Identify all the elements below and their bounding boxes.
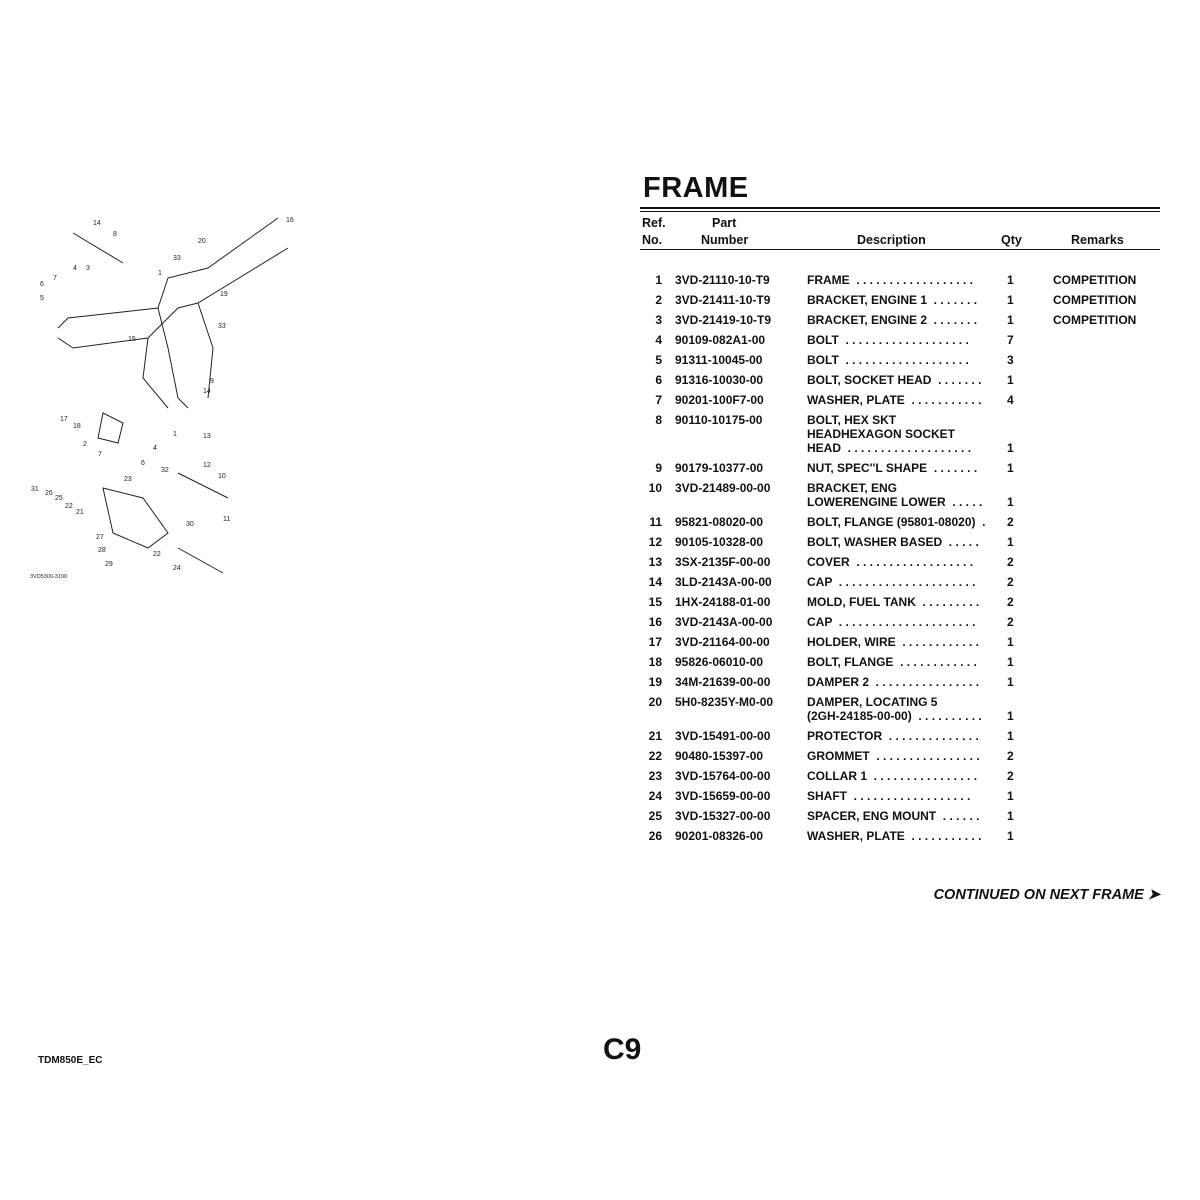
table-row [640,393,1160,413]
part-number: 91311-10045-00 [675,353,763,367]
diagram-code: 3VD5300-3190 [30,574,68,580]
table-row [640,635,1160,655]
callout-label: 10 [218,473,226,480]
quantity: 1 [1007,441,1014,455]
callout-label: 24 [173,565,181,572]
description [807,273,992,287]
description [807,373,992,387]
description-line: NUT, SPEC''L SHAPE . . . . . . . [807,461,978,475]
description [807,769,992,783]
ref-number: 16 [648,615,662,629]
callout-label: 33 [173,255,181,262]
table-row [640,515,1160,535]
quantity: 2 [1007,575,1014,589]
header-ref-line1: Ref. [642,216,666,230]
part-number: 90105-10328-00 [675,535,764,549]
description-line: CAP . . . . . . . . . . . . . . . . . . . . . [807,575,976,589]
description-line: BOLT, HEX SKT [807,413,897,427]
ref-number: 14 [648,575,662,589]
description-line: SHAFT . . . . . . . . . . . . . . . . . . [807,789,971,803]
description [807,461,992,475]
part-number: 3LD-2143A-00-00 [675,575,772,589]
quantity: 1 [1007,655,1014,669]
header-remarks: Remarks [1071,233,1124,247]
ref-number: 15 [648,595,662,609]
table-row [640,353,1160,373]
description-line: SPACER, ENG MOUNT . . . . . . [807,809,980,823]
header-ref-line2: No. [642,233,663,247]
part-number: 3VD-21110-10-T9 [675,273,770,287]
description-line: WASHER, PLATE . . . . . . . . . . . [807,829,982,843]
description-line: HEADHEXAGON SOCKET [807,427,956,441]
description [807,333,992,347]
table-row [640,273,1160,293]
ref-number: 20 [648,695,662,709]
quantity: 2 [1007,595,1014,609]
part-number: 90109-082A1-00 [675,333,766,347]
callout-label: 32 [161,467,169,474]
quantity: 1 [1007,675,1014,689]
part-number: 91316-10030-00 [675,373,764,387]
part-number: 34M-21639-00-00 [675,675,771,689]
description [807,515,992,529]
description-line: LOWERENGINE LOWER . . . . . [807,495,983,509]
title-rule [640,207,1160,209]
quantity: 1 [1007,293,1014,307]
callout-label: 21 [76,509,84,516]
ref-number: 23 [648,769,662,783]
part-number: 90480-15397-00 [675,749,764,763]
page-title: FRAME [643,172,749,204]
description-line: BRACKET, ENGINE 1 . . . . . . . [807,293,978,307]
description [807,555,992,569]
table-row [640,333,1160,353]
description [807,809,992,823]
part-number: 3VD-15659-00-00 [675,789,771,803]
part-number: 90179-10377-00 [675,461,764,475]
callout-label: 4 [73,265,77,272]
description [807,829,992,843]
ref-number: 11 [649,515,662,529]
ref-number: 10 [648,481,662,495]
ref-number: 18 [648,655,662,669]
header-qty: Qty [1001,233,1022,247]
description [807,615,992,629]
quantity: 1 [1007,809,1014,823]
callout-label: 11 [223,516,231,523]
title-rule-thin [640,211,1160,212]
callout-label: 8 [113,231,117,238]
callout-label: 9 [210,378,214,385]
table-row [640,461,1160,481]
quantity: 1 [1007,829,1014,843]
frame-outline [58,218,288,573]
ref-number: 17 [648,635,662,649]
description-line: BOLT, FLANGE (95801-08020) . [807,515,986,529]
ref-number: 12 [648,535,662,549]
callout-label: 1 [173,431,177,438]
description-line: BOLT, FLANGE . . . . . . . . . . . . [807,655,977,669]
quantity: 2 [1007,749,1014,763]
ref-number: 24 [648,789,662,803]
part-number: 3VD-15491-00-00 [675,729,771,743]
part-number: 5H0-8235Y-M0-00 [675,695,774,709]
callout-label: 22 [65,503,73,510]
callout-label: 4 [153,445,157,452]
table-row [640,595,1160,615]
description [807,655,992,669]
description [807,313,992,327]
header-rule [640,249,1160,250]
description-line: HEAD . . . . . . . . . . . . . . . . . . . [807,441,972,455]
callout-label: 26 [45,490,53,497]
description-line: DAMPER 2 . . . . . . . . . . . . . . . . [807,675,980,689]
description-line: COVER . . . . . . . . . . . . . . . . . . [807,555,974,569]
header-part-line2: Number [701,233,749,247]
ref-number: 1 [655,273,662,287]
frame-drawing [28,208,294,583]
header-description: Description [857,233,926,247]
table-row [640,413,1160,461]
callout-label: 18 [73,423,81,430]
ref-number: 8 [655,413,662,427]
ref-number: 3 [655,313,662,327]
page-number: C9 [603,1033,642,1066]
quantity: 1 [1007,729,1014,743]
callout-label: 7 [98,451,102,458]
description-line: BOLT, WASHER BASED . . . . . [807,535,979,549]
description [807,575,992,589]
description-line: BOLT, SOCKET HEAD . . . . . . . [807,373,982,387]
part-number: 3VD-21489-00-00 [675,481,771,495]
quantity: 1 [1007,273,1014,287]
callout-label: 13 [203,433,211,440]
description [807,789,992,803]
callout-label: 7 [53,275,57,282]
callout-label: 20 [198,238,206,245]
part-number: 3VD-21411-10-T9 [675,293,771,307]
description [807,413,992,455]
quantity: 1 [1007,495,1014,509]
description-line: GROMMET . . . . . . . . . . . . . . . . [807,749,980,763]
ref-number: 26 [648,829,662,843]
ref-number: 2 [655,293,662,307]
table-row [640,535,1160,555]
table-row [640,313,1160,333]
description [807,749,992,763]
part-number: 90201-08326-00 [675,829,764,843]
table-row [640,829,1160,849]
description-line: FRAME . . . . . . . . . . . . . . . . . . [807,273,974,287]
callout-label: 5 [40,295,44,302]
callout-label: 23 [124,476,132,483]
table-row [640,575,1160,595]
quantity: 1 [1007,709,1014,723]
description [807,729,992,743]
callout-label: 28 [98,547,106,554]
model-code: TDM850E_EC [38,1055,103,1066]
table-row [640,769,1160,789]
callout-label: 33 [218,323,226,330]
part-number: 3VD-15764-00-00 [675,769,771,783]
callout-label: 16 [286,217,294,224]
exploded-parts-diagram [28,208,294,583]
description [807,635,992,649]
description [807,293,992,307]
ref-number: 9 [655,461,662,475]
table-row [640,809,1160,829]
callout-labels [30,217,294,580]
description-line: BRACKET, ENGINE 2 . . . . . . . [807,313,978,327]
ref-number: 13 [648,555,662,569]
callout-label: 14 [203,388,211,395]
quantity: 1 [1007,635,1014,649]
quantity: 1 [1007,461,1014,475]
callout-label: 6 [40,281,44,288]
quantity: 1 [1007,535,1014,549]
table-row [640,615,1160,635]
remarks: COMPETITION [1053,313,1137,327]
part-number: 3SX-2135F-00-00 [675,555,771,569]
part-number: 90201-100F7-00 [675,393,764,407]
part-number: 90110-10175-00 [675,413,763,427]
header-part-line1: Part [712,216,737,230]
part-number: 3VD-15327-00-00 [675,809,771,823]
ref-number: 21 [648,729,662,743]
remarks: COMPETITION [1053,273,1137,287]
table-row [640,555,1160,575]
part-number: 95826-06010-00 [675,655,764,669]
part-number: 95821-08020-00 [675,515,764,529]
callout-label: 12 [203,462,211,469]
callout-label: 3 [86,265,90,272]
callout-label: 29 [105,561,113,568]
callout-label: 15 [128,336,136,343]
description [807,595,992,609]
quantity: 1 [1007,373,1014,387]
callout-label: 25 [55,495,63,502]
callout-label: 1 [158,270,162,277]
quantity: 1 [1007,313,1014,327]
table-row [640,373,1160,393]
quantity: 2 [1007,769,1014,783]
table-row [640,789,1160,809]
quantity: 2 [1007,515,1014,529]
quantity: 3 [1007,353,1014,367]
description-line: COLLAR 1 . . . . . . . . . . . . . . . . [807,769,978,783]
description [807,393,992,407]
parts-table [640,273,1160,849]
table-row [640,695,1160,729]
callout-label: 27 [96,534,104,541]
callout-label: 30 [186,521,194,528]
description [807,535,992,549]
table-row [640,293,1160,313]
description-line: HOLDER, WIRE . . . . . . . . . . . . [807,635,980,649]
description-line: DAMPER, LOCATING 5 [807,695,938,709]
part-number: 3VD-2143A-00-00 [675,615,773,629]
description-line: MOLD, FUEL TANK . . . . . . . . . [807,595,980,609]
description-line: CAP . . . . . . . . . . . . . . . . . . . . . [807,615,976,629]
ref-number: 4 [655,333,662,347]
continued-note: CONTINUED ON NEXT FRAME ➤ [933,887,1160,903]
table-row [640,749,1160,769]
callout-label: 17 [60,416,68,423]
ref-number: 5 [655,353,662,367]
quantity: 2 [1007,555,1014,569]
callout-label: 22 [153,551,161,558]
ref-number: 19 [648,675,662,689]
description-line: WASHER, PLATE . . . . . . . . . . . [807,393,982,407]
part-number: 3VD-21419-10-T9 [675,313,772,327]
description-line: BRACKET, ENG [807,481,898,495]
part-number: 3VD-21164-00-00 [675,635,770,649]
part-number: 1HX-24188-01-00 [675,595,771,609]
quantity: 7 [1007,333,1014,347]
ref-number: 7 [655,393,662,407]
callout-label: 2 [83,441,87,448]
callout-label: 14 [93,220,101,227]
ref-number: 22 [648,749,662,763]
description-line: PROTECTOR . . . . . . . . . . . . . . [807,729,979,743]
table-row [640,729,1160,749]
ref-number: 25 [648,809,662,823]
table-row [640,655,1160,675]
description-line: (2GH-24185-00-00) . . . . . . . . . . [807,709,982,723]
remarks: COMPETITION [1053,293,1137,307]
table-row [640,481,1160,515]
description [807,481,992,509]
table-row [640,675,1160,695]
quantity: 1 [1007,789,1014,803]
quantity: 2 [1007,615,1014,629]
description [807,695,992,723]
callout-label: 19 [220,291,228,298]
callout-label: 31 [31,486,39,493]
quantity: 4 [1007,393,1014,407]
description [807,675,992,689]
ref-number: 6 [655,373,662,387]
description [807,353,992,367]
description-line: BOLT . . . . . . . . . . . . . . . . . . . [807,353,969,367]
description-line: BOLT . . . . . . . . . . . . . . . . . . . [807,333,969,347]
callout-label: 6 [141,460,145,467]
